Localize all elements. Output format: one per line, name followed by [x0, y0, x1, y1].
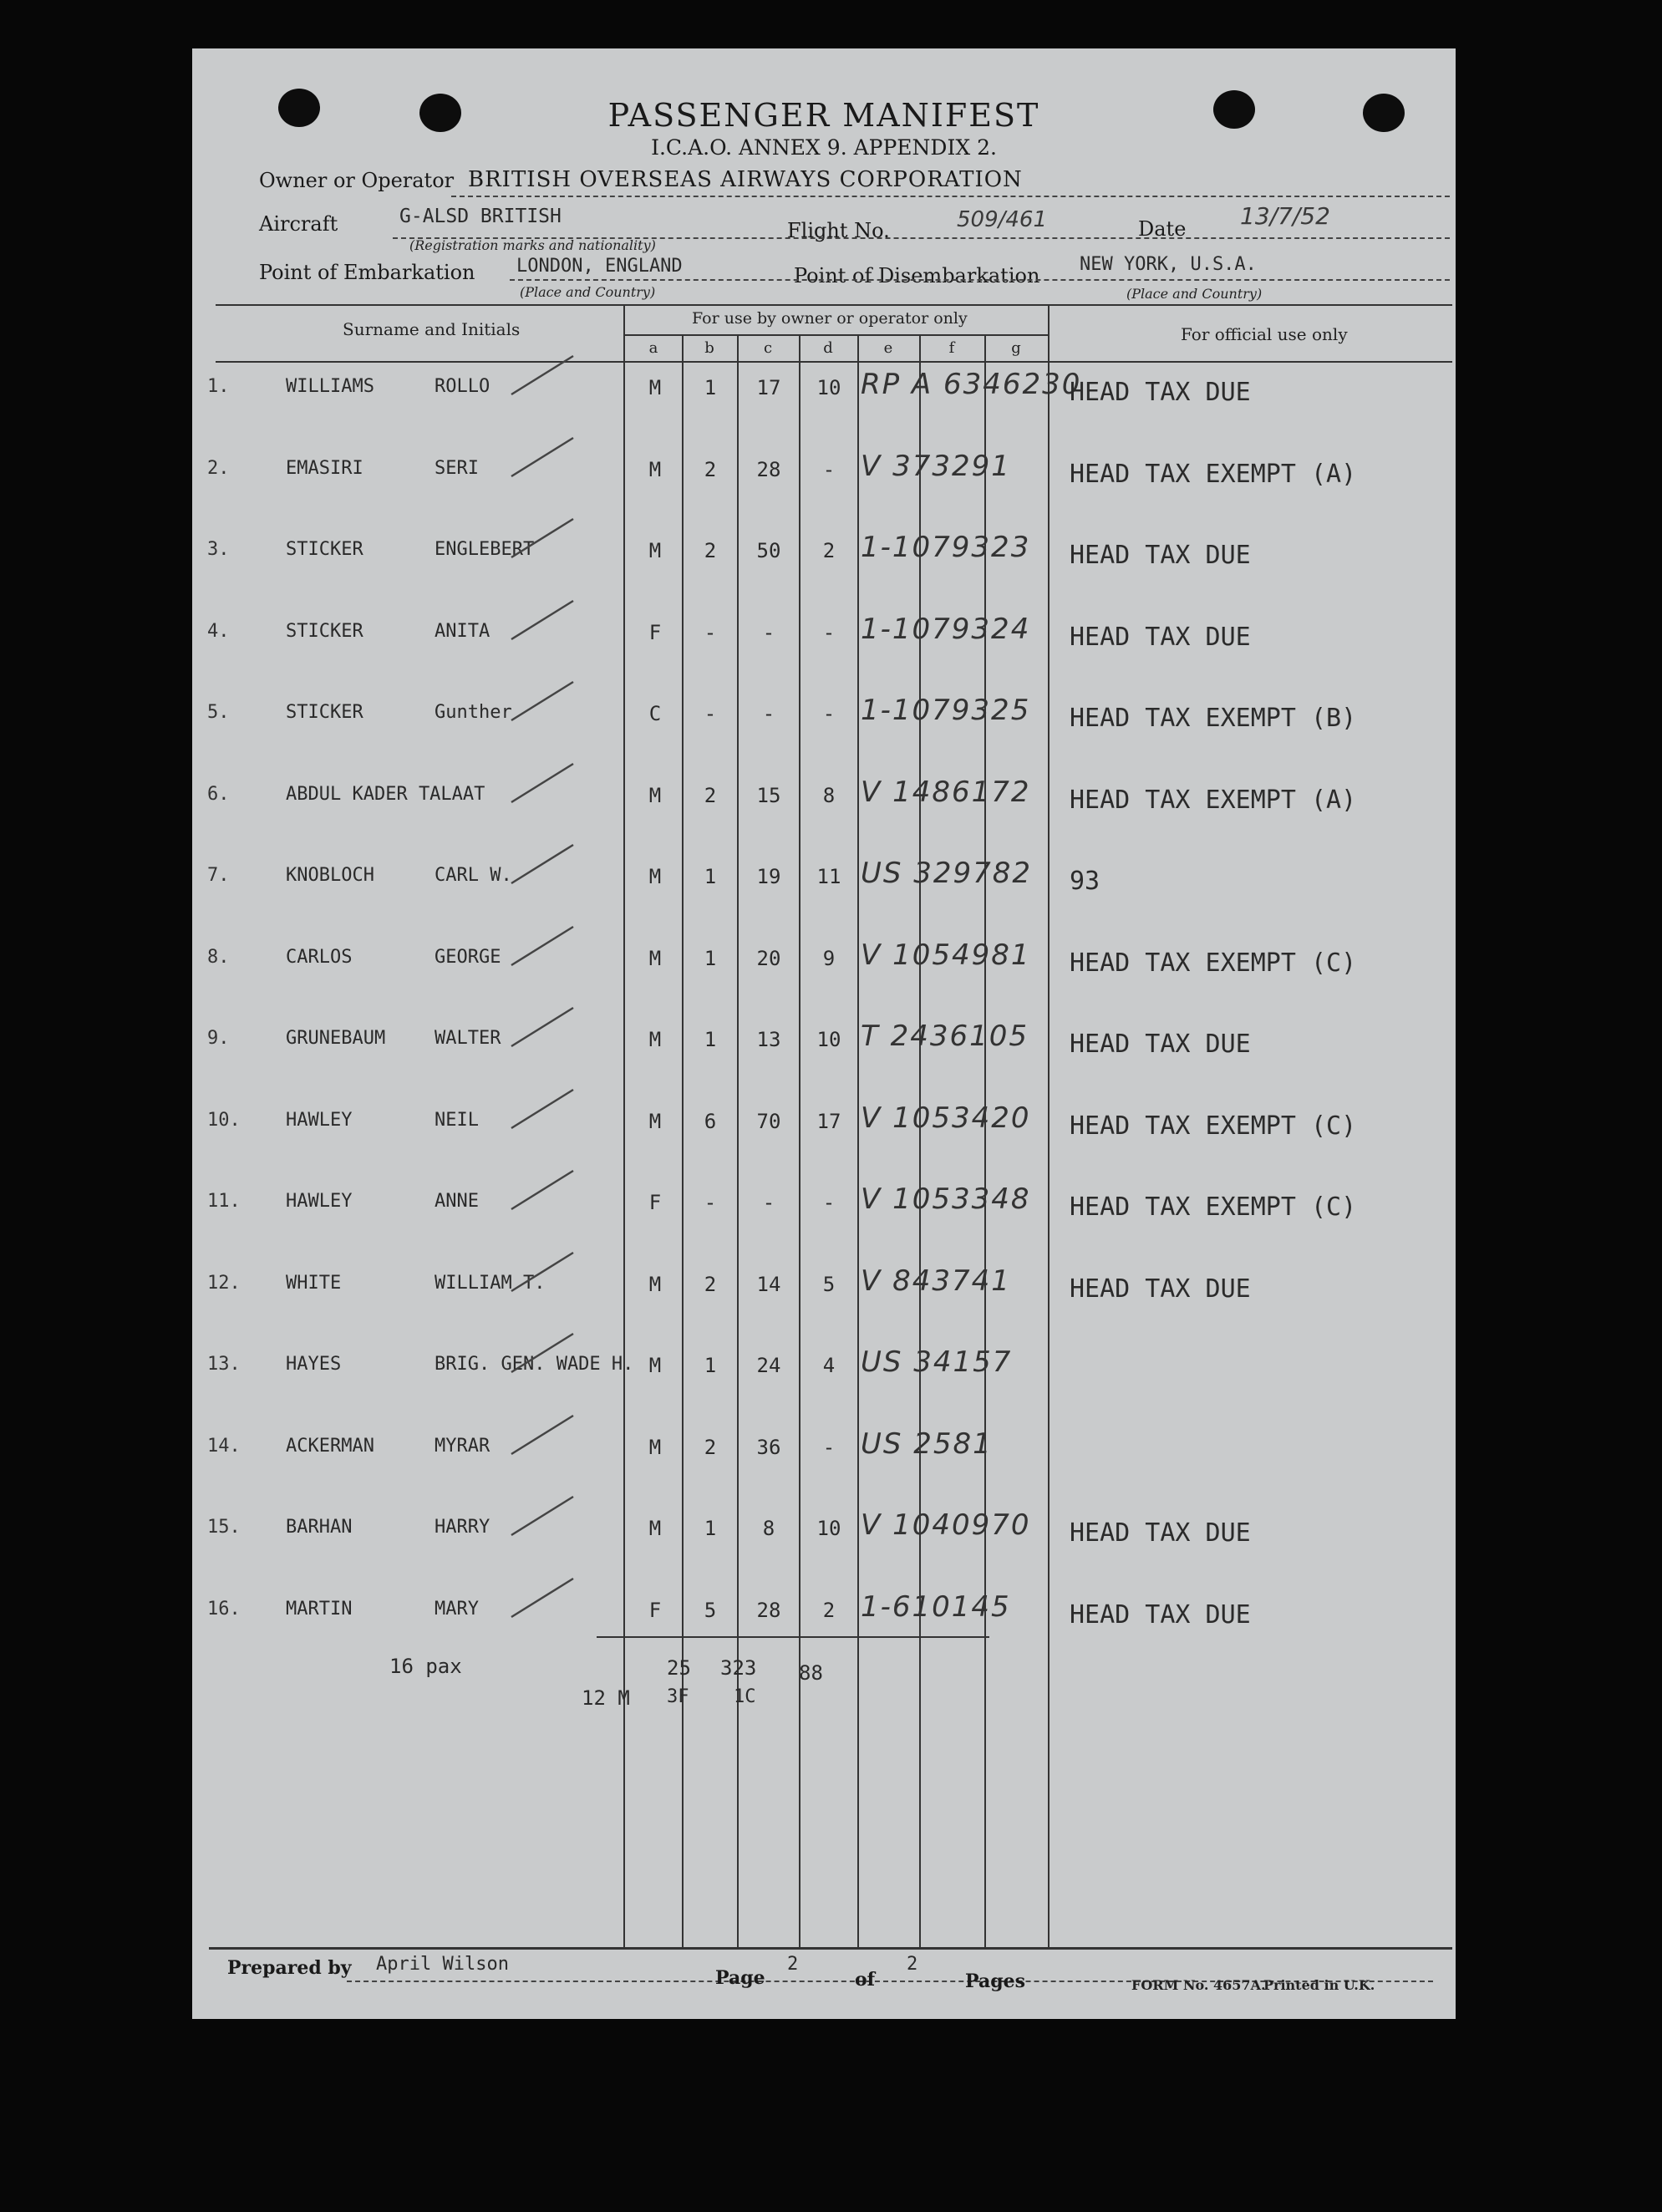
- manifest-subtitle: I.C.A.O. ANNEX 9. APPENDIX 2.: [651, 135, 997, 160]
- form-number: FORM No. 4657A.: [1131, 1977, 1266, 1993]
- col-a-sex: M: [648, 1436, 662, 1459]
- col-d-value: -: [822, 702, 836, 725]
- check-mark-icon: [508, 1167, 575, 1221]
- official-stamp: HEAD TAX EXEMPT (C): [1070, 1192, 1357, 1222]
- passenger-given-name: CARL W.: [435, 865, 512, 886]
- col-b-value: 2: [704, 1436, 717, 1459]
- col-a-sex: F: [648, 621, 662, 644]
- check-mark-icon: [508, 1412, 575, 1466]
- col-c-value: -: [762, 1191, 775, 1214]
- check-mark-icon: [508, 353, 575, 406]
- page-label: Page: [715, 1967, 765, 1989]
- page-value: 2: [787, 1954, 799, 1975]
- col-b-value: 1: [704, 947, 717, 970]
- col-b-value: 2: [704, 458, 717, 481]
- embark-label: Point of Embarkation: [259, 261, 475, 284]
- row-number: 6.: [207, 784, 230, 805]
- col-b-value: 1: [704, 1028, 717, 1051]
- col-b-value: 1: [704, 376, 717, 399]
- col-c-value: 19: [756, 865, 781, 888]
- col-a-sex: M: [648, 1028, 662, 1051]
- col-header-d: d: [823, 339, 833, 357]
- col-b-value: 1: [704, 1354, 717, 1377]
- col-c-value: 20: [756, 947, 781, 970]
- row-number: 9.: [207, 1028, 230, 1049]
- col-d-value: -: [822, 1191, 836, 1214]
- passenger-surname: ABDUL KADER TALAAT: [286, 784, 485, 805]
- col-a-sex: M: [648, 1273, 662, 1296]
- passport-number: V 1054981: [861, 938, 1031, 972]
- official-stamp: HEAD TAX EXEMPT (A): [1070, 460, 1357, 489]
- col-c-value: 70: [756, 1110, 781, 1133]
- check-mark-icon: [508, 1575, 575, 1629]
- passenger-given-name: GEORGE: [435, 947, 501, 968]
- col-d-value: 10: [816, 1517, 841, 1540]
- col-a-sex: F: [648, 1599, 662, 1622]
- date-label: Date: [1138, 217, 1187, 241]
- passport-number: T 2436105: [861, 1020, 1029, 1053]
- row-number: 2.: [207, 458, 230, 479]
- col-d-value: 11: [816, 865, 841, 888]
- col-a-sex: M: [648, 865, 662, 888]
- passenger-given-name: Gunther: [435, 702, 512, 723]
- row-number: 5.: [207, 702, 230, 723]
- flight-label: Flight No.: [787, 219, 890, 242]
- disembark-value: NEW YORK, U.S.A.: [1080, 254, 1257, 275]
- owner-dotted-line: [451, 196, 1450, 197]
- passenger-surname: HAWLEY: [286, 1110, 353, 1131]
- check-mark-icon: [508, 1086, 575, 1140]
- row-number: 13.: [207, 1354, 241, 1375]
- col-b-value: 2: [704, 539, 717, 562]
- col-b-value: -: [704, 621, 717, 644]
- passenger-given-name: ROLLO: [435, 376, 490, 397]
- manifest-sheet: [192, 48, 1456, 2019]
- passport-number: V 373291: [861, 450, 1011, 483]
- passenger-given-name: BRIG. GEN. WADE H.: [435, 1354, 634, 1375]
- col-header-b: b: [704, 339, 714, 357]
- printed-in: Printed in U.K.: [1263, 1977, 1375, 1993]
- col-d-value: -: [822, 1436, 836, 1459]
- col-c-value: 50: [756, 539, 781, 562]
- check-mark-icon: [508, 597, 575, 651]
- total-b-1: 25: [667, 1656, 691, 1680]
- col-a-sex: M: [648, 376, 662, 399]
- official-stamp: HEAD TAX DUE: [1070, 1518, 1251, 1548]
- passport-number: 1-1079323: [861, 531, 1031, 564]
- check-mark-icon: [508, 435, 575, 488]
- passport-number: V 1486172: [861, 775, 1031, 809]
- passenger-given-name: NEIL: [435, 1110, 479, 1131]
- col-c-value: 13: [756, 1028, 781, 1051]
- col-c-value: 14: [756, 1273, 781, 1296]
- row-number: 1.: [207, 376, 230, 397]
- official-stamp: HEAD TAX DUE: [1070, 1030, 1251, 1059]
- col-header-e: e: [883, 339, 893, 357]
- total-d: 88: [799, 1661, 823, 1685]
- passenger-surname: STICKER: [286, 539, 363, 560]
- passenger-given-name: ANITA: [435, 621, 490, 642]
- col-header-f: f: [948, 339, 955, 357]
- passenger-surname: STICKER: [286, 702, 363, 723]
- col-rule-e: [919, 334, 921, 1949]
- col-c-value: 36: [756, 1436, 781, 1459]
- total-pax: 16 pax: [389, 1655, 462, 1678]
- col-c-value: -: [762, 702, 775, 725]
- passport-number: V 1053348: [861, 1182, 1031, 1216]
- col-a-sex: F: [648, 1191, 662, 1214]
- owner-value: BRITISH OVERSEAS AIRWAYS CORPORATION: [468, 167, 1023, 192]
- passenger-surname: HAWLEY: [286, 1191, 353, 1212]
- official-stamp: HEAD TAX DUE: [1070, 1600, 1251, 1630]
- total-c-2: 1C: [734, 1686, 756, 1707]
- col-d-value: 2: [822, 1599, 836, 1622]
- col-rule-f: [984, 334, 986, 1949]
- col-rule-g: [1048, 304, 1050, 1949]
- total-b-2: 3F: [667, 1686, 689, 1707]
- row-number: 12.: [207, 1273, 241, 1294]
- passenger-surname: MARTIN: [286, 1599, 353, 1620]
- passport-number: V 1053420: [861, 1101, 1031, 1135]
- disembark-note: (Place and Country): [1126, 286, 1263, 302]
- row-number: 15.: [207, 1517, 241, 1538]
- pages-label: Pages: [965, 1970, 1025, 1992]
- col-d-value: 10: [816, 1028, 841, 1051]
- col-b-value: -: [704, 1191, 717, 1214]
- passport-number: US 329782: [861, 857, 1033, 890]
- col-b-value: -: [704, 702, 717, 725]
- col-d-value: 2: [822, 539, 836, 562]
- col-c-value: 28: [756, 1599, 781, 1622]
- passport-number: V 1040970: [861, 1508, 1031, 1542]
- passenger-surname: WILLIAMS: [286, 376, 374, 397]
- col-a-sex: M: [648, 1354, 662, 1377]
- col-d-value: 8: [822, 784, 836, 807]
- totals-rule: [597, 1636, 989, 1638]
- row-number: 10.: [207, 1110, 241, 1131]
- col-a-sex: M: [648, 458, 662, 481]
- col-d-value: 10: [816, 376, 841, 399]
- col-header-a: a: [648, 339, 658, 357]
- aircraft-value: G-ALSD BRITISH: [399, 206, 562, 227]
- passenger-given-name: WILLIAM T.: [435, 1273, 546, 1294]
- passenger-surname: GRUNEBAUM: [286, 1028, 386, 1049]
- embark-note: (Place and Country): [520, 284, 656, 300]
- aircraft-note: (Registration marks and nationality): [409, 237, 656, 253]
- col-a-sex: M: [648, 1517, 662, 1540]
- passenger-given-name: HARRY: [435, 1517, 490, 1538]
- official-stamp: HEAD TAX EXEMPT (A): [1070, 786, 1357, 815]
- col-c-value: -: [762, 621, 775, 644]
- check-mark-icon: [508, 1004, 575, 1058]
- aircraft-label: Aircraft: [259, 212, 338, 236]
- row-number: 4.: [207, 621, 230, 642]
- row-number: 14.: [207, 1436, 241, 1457]
- row-number: 16.: [207, 1599, 241, 1620]
- total-c-1: 323: [720, 1656, 757, 1680]
- col-d-value: -: [822, 621, 836, 644]
- col-c-value: 24: [756, 1354, 781, 1377]
- passenger-surname: STICKER: [286, 621, 363, 642]
- passenger-given-name: SERI: [435, 458, 479, 479]
- col-rule-d: [857, 334, 859, 1949]
- row-number: 8.: [207, 947, 230, 968]
- col-c-value: 17: [756, 376, 781, 399]
- passenger-given-name: WALTER: [435, 1028, 501, 1049]
- of-value: 2: [907, 1954, 918, 1975]
- passenger-surname: CARLOS: [286, 947, 353, 968]
- col-rule-c: [799, 334, 801, 1949]
- row-number: 11.: [207, 1191, 241, 1212]
- col-header-c: c: [763, 339, 773, 357]
- passenger-surname: BARHAN: [286, 1517, 353, 1538]
- official-stamp: 93: [1070, 867, 1100, 896]
- col-header-g: g: [1011, 339, 1021, 357]
- official-use-header: For official use only: [1181, 324, 1348, 344]
- table-top-border: [216, 304, 1452, 306]
- name-column-header: Surname and Initials: [343, 319, 521, 339]
- passport-number: V 843741: [861, 1264, 1011, 1298]
- official-stamp: HEAD TAX DUE: [1070, 541, 1251, 570]
- check-mark-icon: [508, 516, 575, 569]
- official-stamp: HEAD TAX EXEMPT (B): [1070, 704, 1357, 733]
- passport-number: 1-1079325: [861, 694, 1031, 727]
- check-mark-icon: [508, 1249, 575, 1303]
- col-b-value: 2: [704, 1273, 717, 1296]
- date-value: 13/7/52: [1240, 202, 1330, 230]
- passenger-surname: WHITE: [286, 1273, 342, 1294]
- passenger-surname: EMASIRI: [286, 458, 363, 479]
- passport-number: US 2581: [861, 1427, 993, 1461]
- table-header-bottom: [216, 361, 1452, 363]
- col-b-value: 2: [704, 784, 717, 807]
- col-c-value: 15: [756, 784, 781, 807]
- col-d-value: 17: [816, 1110, 841, 1133]
- disembark-label: Point of Disembarkation: [794, 264, 1040, 287]
- col-a-sex: M: [648, 539, 662, 562]
- col-d-value: 5: [822, 1273, 836, 1296]
- passenger-given-name: ANNE: [435, 1191, 479, 1212]
- col-b-value: 1: [704, 1517, 717, 1540]
- row-number: 3.: [207, 539, 230, 560]
- passenger-surname: HAYES: [286, 1354, 342, 1375]
- passenger-surname: ACKERMAN: [286, 1436, 374, 1457]
- col-d-value: 9: [822, 947, 836, 970]
- passport-number: US 34157: [861, 1345, 1013, 1379]
- official-stamp: HEAD TAX DUE: [1070, 623, 1251, 652]
- owner-label: Owner or Operator: [259, 169, 455, 192]
- passport-number: 1-610145: [861, 1590, 1011, 1624]
- col-a-sex: M: [648, 947, 662, 970]
- col-b-value: 1: [704, 865, 717, 888]
- passport-number: RP A 6346230: [861, 368, 1082, 401]
- row-number: 7.: [207, 865, 230, 886]
- official-stamp: HEAD TAX EXEMPT (C): [1070, 1111, 1357, 1141]
- total-a: 12 M: [582, 1686, 630, 1710]
- col-a-sex: C: [648, 702, 662, 725]
- official-stamp: HEAD TAX DUE: [1070, 378, 1251, 407]
- prepared-value: April Wilson: [376, 1954, 509, 1975]
- owner-use-header: For use by owner or operator only: [692, 309, 968, 328]
- check-mark-icon: [508, 679, 575, 732]
- aircraft-dotted-line: [393, 237, 1450, 239]
- col-c-value: 8: [762, 1517, 775, 1540]
- check-mark-icon: [508, 842, 575, 895]
- passenger-given-name: ENGLEBERT: [435, 539, 535, 560]
- of-label: of: [855, 1969, 876, 1991]
- col-b-value: 6: [704, 1110, 717, 1133]
- passenger-surname: KNOBLOCH: [286, 865, 374, 886]
- col-d-value: -: [822, 458, 836, 481]
- check-mark-icon: [508, 760, 575, 814]
- check-mark-icon: [508, 923, 575, 977]
- manifest-title: PASSENGER MANIFEST: [607, 97, 1040, 134]
- col-a-sex: M: [648, 784, 662, 807]
- official-stamp: HEAD TAX EXEMPT (C): [1070, 948, 1357, 978]
- col-a-sex: M: [648, 1110, 662, 1133]
- official-stamp: HEAD TAX DUE: [1070, 1274, 1251, 1304]
- embark-dotted-line: [510, 279, 1450, 281]
- passport-number: 1-1079324: [861, 613, 1031, 646]
- footer-top-rule: [209, 1947, 1452, 1950]
- check-mark-icon: [508, 1330, 575, 1384]
- col-b-value: 5: [704, 1599, 717, 1622]
- passenger-given-name: MYRAR: [435, 1436, 490, 1457]
- col-c-value: 28: [756, 458, 781, 481]
- flight-value: 509/461: [957, 207, 1048, 232]
- col-d-value: 4: [822, 1354, 836, 1377]
- check-mark-icon: [508, 1493, 575, 1547]
- prepared-label: Prepared by: [227, 1957, 352, 1979]
- embark-value: LONDON, ENGLAND: [516, 256, 683, 277]
- passenger-given-name: MARY: [435, 1599, 479, 1620]
